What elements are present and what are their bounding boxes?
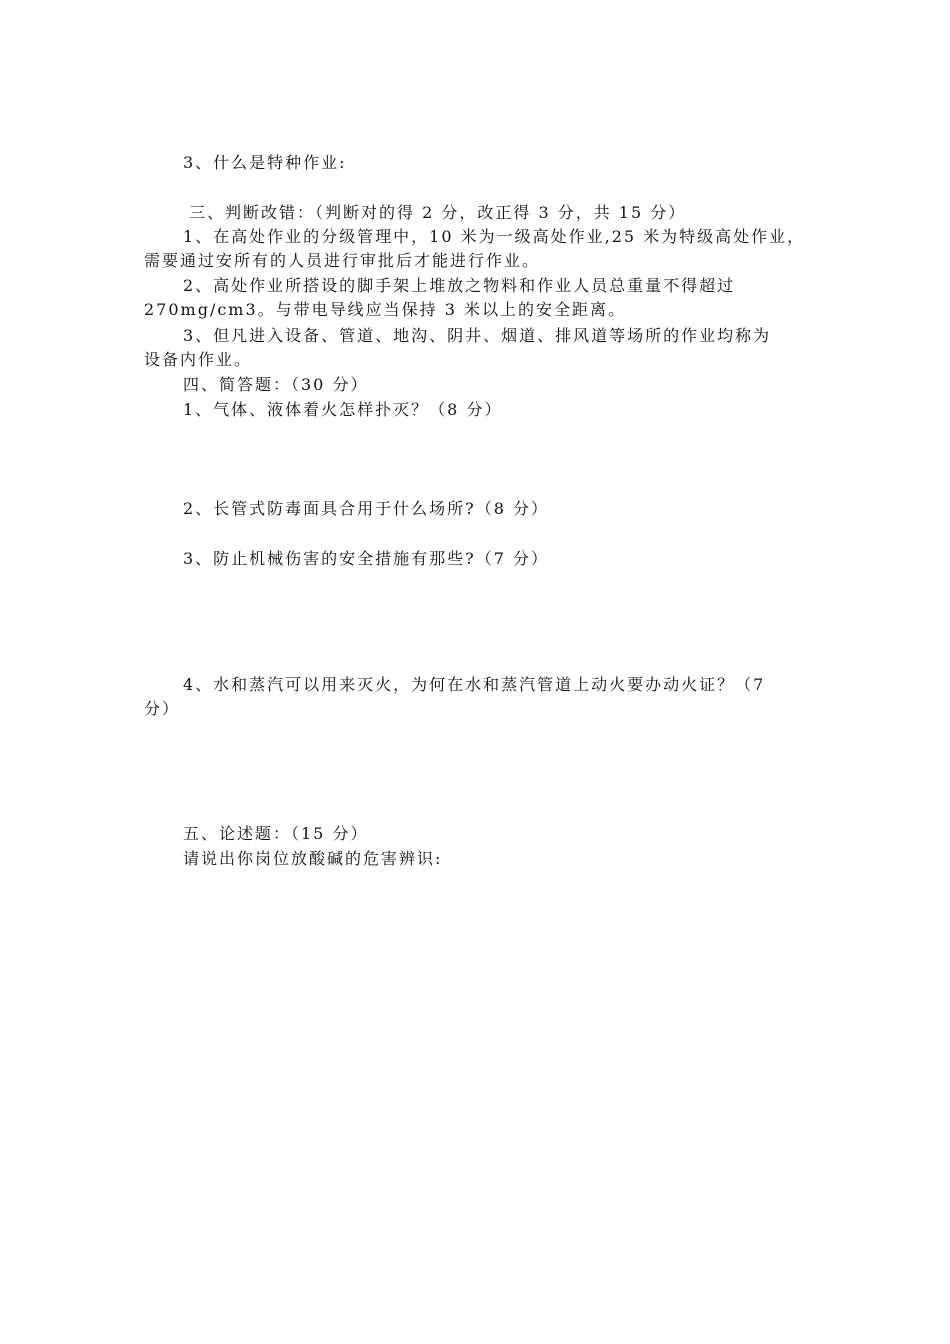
section-3-item-3-line-1: 3、但凡进入设备、管道、地沟、阴井、烟道、排风道等场所的作业均称为 (183, 326, 772, 345)
section-4-item-1: 1、气体、液体着火怎样扑灭？（8 分） (183, 400, 503, 419)
section-5-title: 五、论述题：（15 分） (183, 824, 369, 843)
section-3-item-1-line-1: 1、在高处作业的分级管理中，10 米为一级高处作业,25 米为特级高处作业， (183, 227, 806, 246)
section-3-item-3-line-2: 设备内作业。 (144, 350, 253, 369)
section-3-item-2-line-1: 2、高处作业所搭设的脚手架上堆放之物料和作业人员总重量不得超过 (183, 276, 736, 295)
section-4-item-4-line-1: 4、水和蒸汽可以用来灭火，为何在水和蒸汽管道上动火要办动火证？（7 (183, 675, 766, 694)
section-5-prompt: 请说出你岗位放酸碱的危害辨识: (183, 849, 443, 868)
section-3-item-1-line-2: 需要通过安所有的人员进行审批后才能进行作业。 (144, 251, 541, 270)
section-4-item-3: 3、防止机械伤害的安全措施有那些?（7 分） (183, 549, 550, 568)
section-4-item-2: 2、长管式防毒面具合用于什么场所?（8 分） (183, 499, 550, 518)
question-special-work: 3、什么是特种作业: (183, 153, 347, 172)
section-4-item-4-line-2: 分） (144, 699, 181, 718)
section-3-item-2-line-2: 270mg/cm3。与带电导线应当保持 3 米以上的安全距离。 (144, 300, 627, 319)
section-3-title: 三、判断改错：（判断对的得 2 分，改正得 3 分，共 15 分） (189, 203, 687, 222)
section-4-title: 四、简答题：（30 分） (183, 375, 369, 394)
